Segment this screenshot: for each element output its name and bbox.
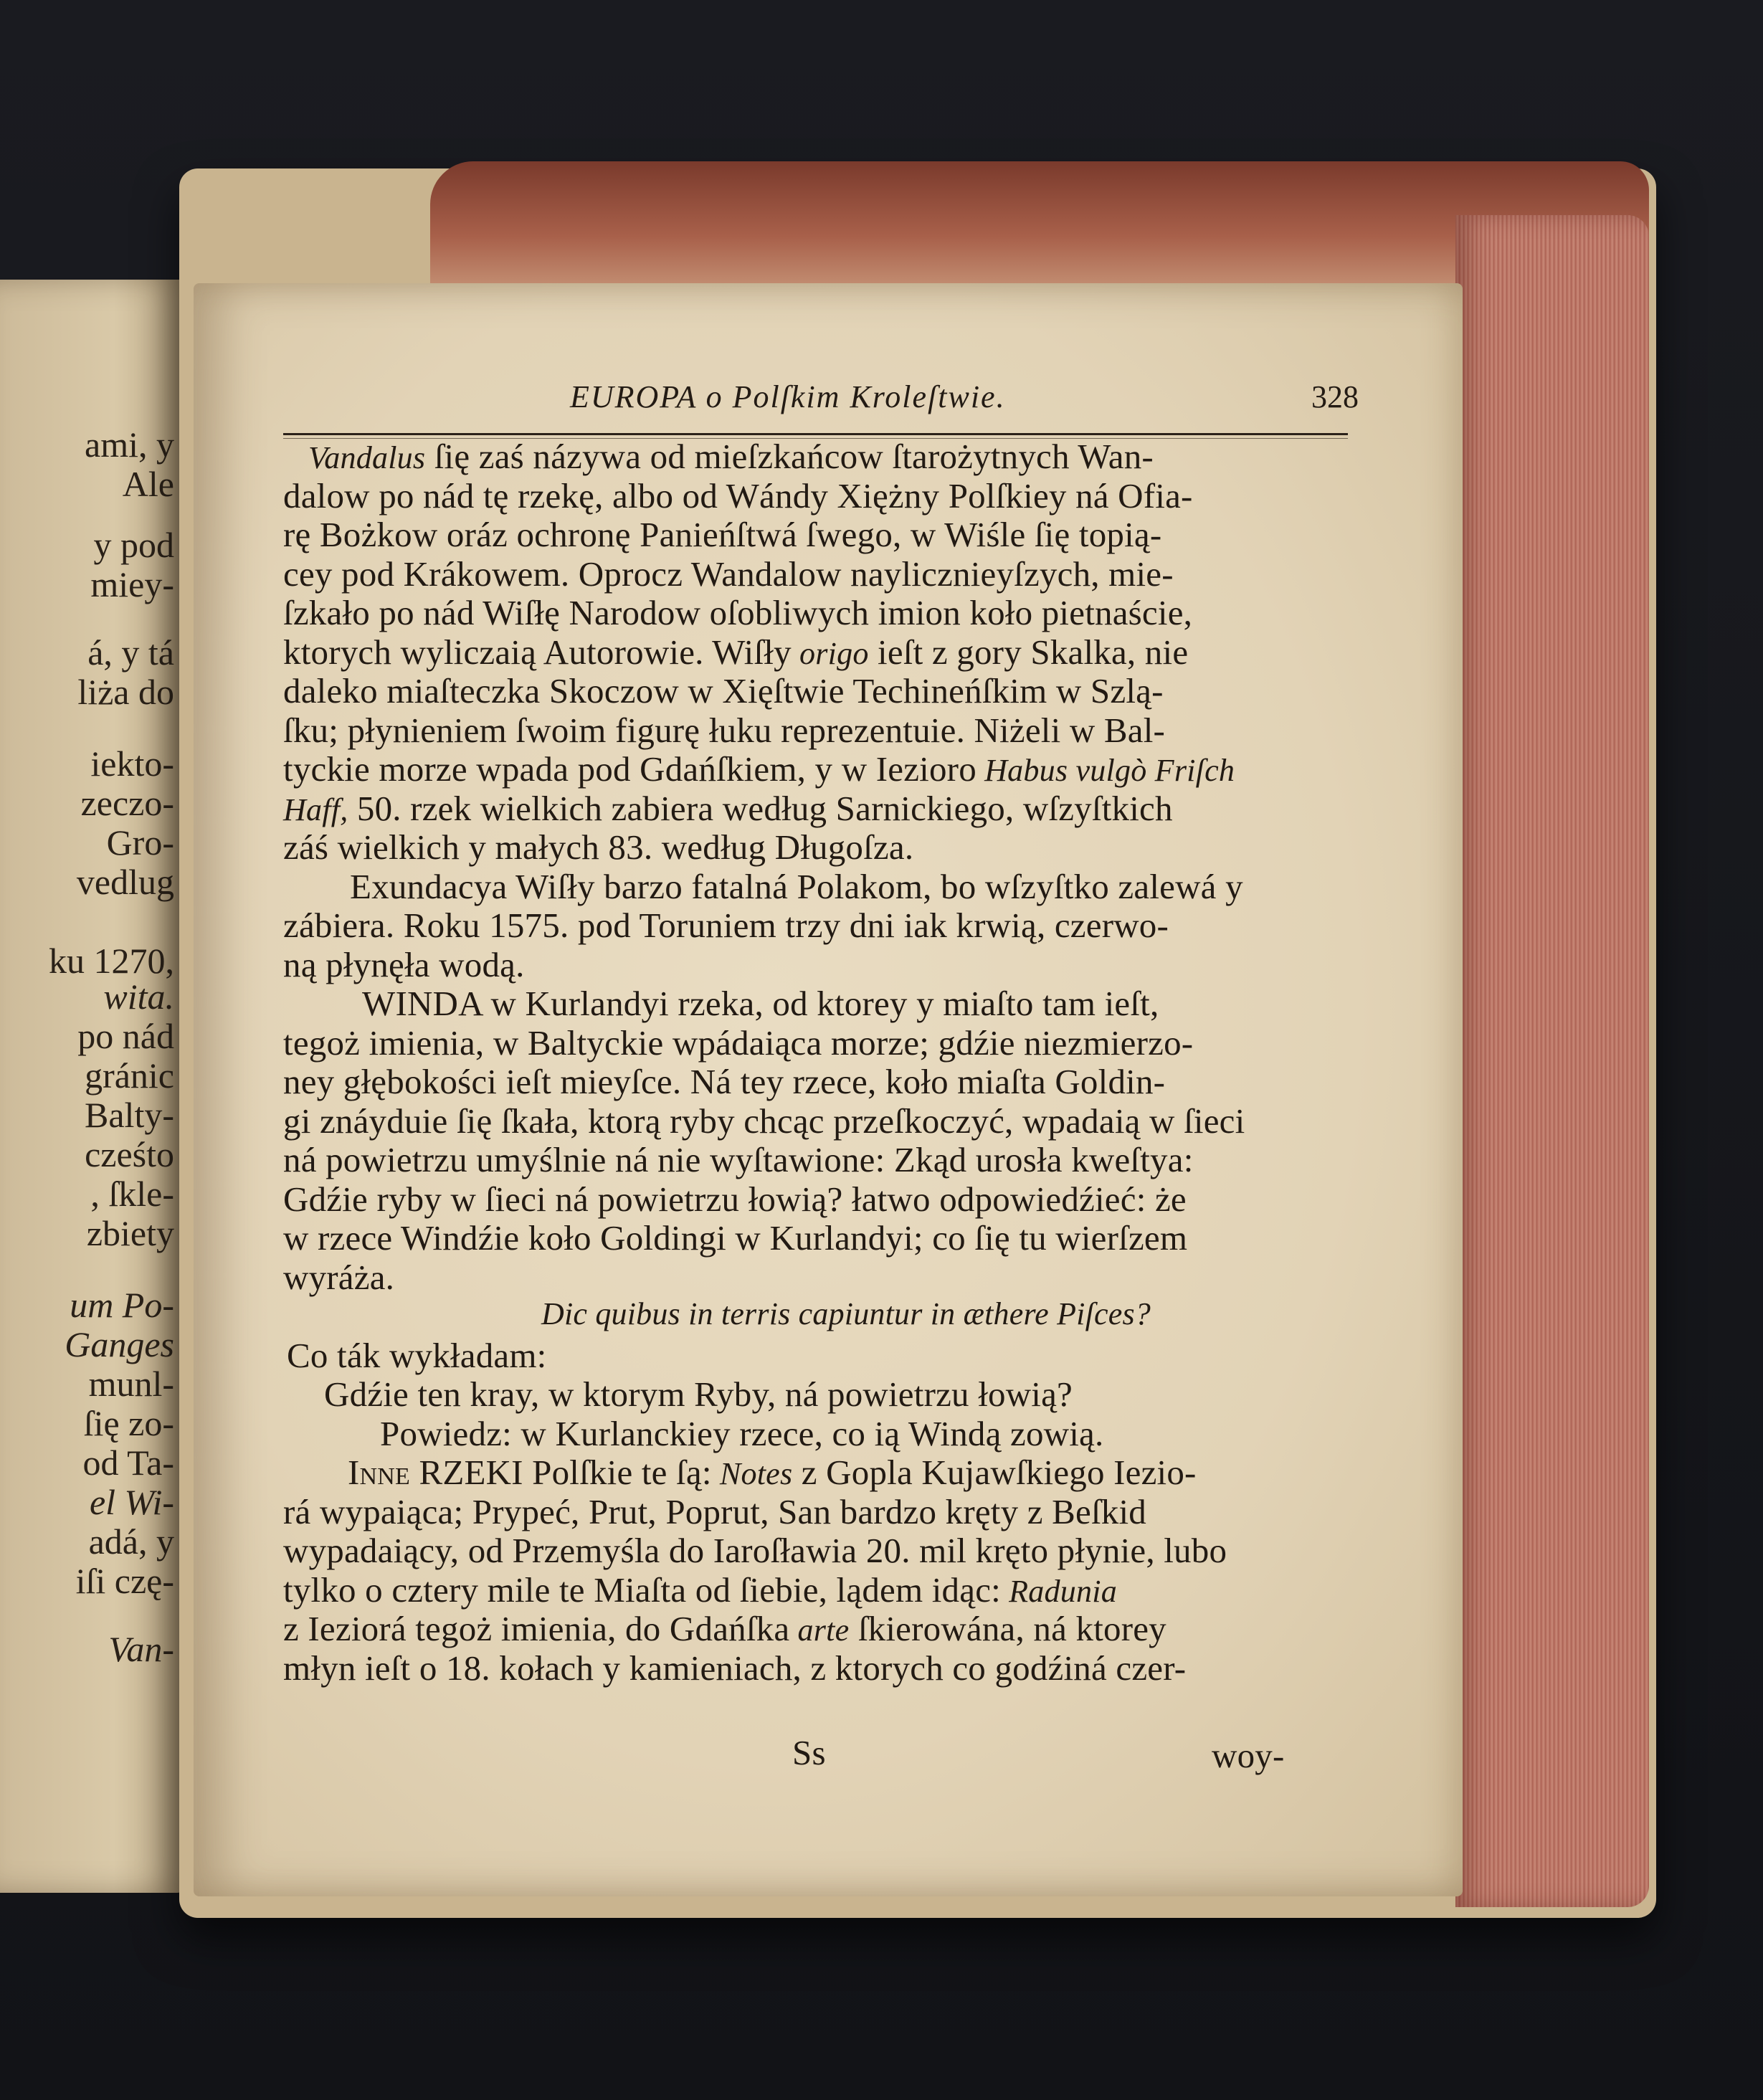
text-line <box>283 1611 1166 1646</box>
left-page-line: wita. <box>103 977 174 1017</box>
line-text: Inne RZEKI Polſkie te ſą: <box>348 1453 712 1492</box>
left-page-line: po nád <box>77 1016 174 1056</box>
left-page-line: zbiety <box>86 1213 174 1253</box>
line-text: gi znáyduie ſię ſkała, ktorą ryby chcąc przeſkoczyć, wpadaią w ſieci <box>283 1101 1245 1141</box>
text-line <box>380 1413 1104 1453</box>
line-text: záś wielkich y małych 83. według Długoſza. <box>283 827 914 867</box>
left-page-line: od Ta- <box>82 1443 174 1483</box>
text-line <box>283 671 1164 711</box>
left-page-line: Van- <box>108 1629 174 1669</box>
text-line <box>362 986 1159 1021</box>
text-line <box>283 1650 1186 1686</box>
text-line <box>283 1022 1194 1063</box>
left-page-line: el Wi- <box>89 1482 174 1522</box>
running-header <box>283 379 1359 422</box>
text-line <box>283 1103 1245 1139</box>
line-text: 50. rzek wielkich zabiera według Sarnickiego, wſzyſtkich <box>348 788 1173 828</box>
text-line <box>287 1335 547 1375</box>
text-line <box>283 751 1235 787</box>
line-text: rá wypaiąca; Prypeć, Prut, Poprut, San bardzo kręty z Beſkid <box>283 1491 1147 1531</box>
text-line <box>283 595 1192 630</box>
line-text: z Ieziorá tegoż imienia, do Gdańſka <box>283 1609 790 1648</box>
left-page-line: Ganges <box>65 1324 174 1364</box>
text-line <box>283 827 914 867</box>
line-text: daleko miaſteczka Skoczow w Xięſtwie Techineńſkim w Szlą- <box>283 671 1164 711</box>
text-line <box>308 439 1154 474</box>
text-line <box>283 1179 1187 1219</box>
line-text-cont: z Gopla Kujawſkiego Iezio- <box>792 1453 1197 1492</box>
text-line <box>324 1374 1073 1414</box>
line-text-cont: ſkierowána, ná ktorey <box>849 1609 1166 1648</box>
italic-term: Habus vulgò Friſch <box>976 753 1235 788</box>
text-line <box>283 1569 1117 1610</box>
left-page-line: um Po- <box>70 1285 174 1325</box>
left-page <box>0 280 190 1893</box>
line-text: ney głębokości ieſt mieyſce. Ná tey rzece, koło miaſta Goldin- <box>283 1062 1166 1101</box>
left-page-line: miey- <box>90 564 174 604</box>
catchword: woy- <box>1212 1736 1285 1775</box>
left-page-line: á, y tá <box>87 632 174 673</box>
text-line <box>350 866 1243 906</box>
left-page-line: zeczo- <box>80 783 174 823</box>
line-text: Gdźie ryby w ſieci ná powietrzu łowią? łatwo odpowiedźieć: że <box>283 1179 1187 1219</box>
text-line <box>283 1064 1165 1099</box>
left-page-line: ku 1270, <box>49 941 174 981</box>
text-line <box>283 1142 1194 1177</box>
line-text: zábiera. Roku 1575. pod Toruniem trzy dni iak krwią, czerwo- <box>283 906 1169 945</box>
running-title: EUROPA o Polſkim Kroleſtwie. <box>570 379 1006 414</box>
line-text: Co ták wykładam: <box>287 1335 547 1375</box>
page-number: 328 <box>1311 379 1359 414</box>
line-text: Powiedz: w Kurlanckiey rzece, co ią Windą zowią. <box>380 1413 1104 1453</box>
line-text-cont: ieſt z gory Skalka, nie <box>868 632 1189 672</box>
text-line <box>541 1298 1151 1330</box>
left-page-line: ſię zo- <box>83 1403 174 1443</box>
line-text: cey pod Krákowem. Oprocz Wandalow naylicznieyſzych, mie- <box>283 553 1174 594</box>
line-text: Exundacya Wiſły barzo fatalná Polakom, bo wſzyſtko zalewá y <box>350 866 1243 906</box>
italic-term: Radunia <box>1000 1573 1117 1609</box>
left-page-line: iekto- <box>90 743 174 784</box>
line-text: WINDA w Kurlandyi rzeka, od ktorey y miaſto tam ieſt, <box>362 984 1159 1023</box>
text-line <box>283 908 1169 943</box>
line-text: dalow po nád tę rzekę, albo od Wándy Xiężny Polſkiey ná Ofia- <box>283 475 1193 516</box>
line-text: Gdźie ten kray, w ktorym Ryby, ná powietrzu łowią? <box>324 1374 1073 1414</box>
left-page-line: ami, y <box>85 424 174 465</box>
left-page-line: iſi czę- <box>75 1561 174 1601</box>
left-page-line: , ſkle- <box>90 1174 174 1214</box>
left-page-line: munl- <box>88 1364 174 1404</box>
text-line <box>283 944 525 984</box>
italic-term: arte <box>789 1612 850 1648</box>
left-page-line: y pod <box>93 525 174 565</box>
line-text: ſię zaś názywa od mieſzkańcow ſtarożytnych Wan- <box>425 437 1154 476</box>
text-line <box>283 1218 1188 1258</box>
italic-term: Notes <box>711 1456 793 1491</box>
line-text: tegoż imienia, w Baltyckie wpádaiąca morze; gdźie niezmierzo- <box>283 1022 1194 1063</box>
line-text: młyn ieſt o 18. kołach y kamieniach, z ktorych co godźiná czer- <box>283 1648 1187 1688</box>
line-text: ną płynęła wodą. <box>283 944 525 984</box>
italic-term: origo <box>791 635 869 671</box>
text-line <box>283 1491 1147 1531</box>
line-text: rę Bożkow oráz ochronę Panieńſtwá ſwego, w Wiśle ſię topią- <box>283 515 1162 554</box>
left-page-line: liża do <box>77 672 174 712</box>
line-text: ná powietrzu umyślnie ná nie wyſtawione: Zkąd urosła kweſtya: <box>283 1140 1194 1179</box>
italic-term: Haff, <box>283 792 348 827</box>
line-text: wyráża. <box>283 1257 395 1297</box>
text-line <box>348 1455 1197 1490</box>
left-page-line: Ale <box>122 464 174 504</box>
text-line <box>283 788 1173 828</box>
left-page-line: Gro- <box>106 822 174 863</box>
signature-mark: Ss <box>792 1733 826 1772</box>
left-page-line: cześto <box>85 1134 174 1174</box>
line-text: w rzece Windźie koło Goldingi w Kurlandyi; co ſię tu wierſzem <box>283 1218 1188 1258</box>
line-text: ſzkało po nád Wiſłę Narodow oſobliwych imion koło pietnaście, <box>283 593 1193 632</box>
line-text: Dic quibus in terris capiuntur in æthere Piſces? <box>541 1296 1151 1331</box>
left-page-line: gránic <box>85 1055 174 1096</box>
text-line <box>283 553 1174 594</box>
text-line <box>283 632 1189 672</box>
line-text: tylko o cztery mile te Miaſta od ſiebie, lądem idąc: <box>283 1569 1001 1610</box>
line-text: ſku; płynieniem ſwoim figurę łuku reprezentuie. Niżeli w Bal- <box>283 710 1166 750</box>
italic-term: Vandalus <box>308 440 426 475</box>
left-page-line: vedlug <box>76 862 174 902</box>
text-line <box>283 1257 395 1297</box>
line-text: wypadaiący, od Przemyśla do Iaroſławia 20. mil kręto płynie, lubo <box>283 1531 1227 1570</box>
book-fore-edge <box>1455 215 1649 1907</box>
left-page-line: Balty- <box>85 1095 174 1135</box>
text-line <box>283 475 1193 516</box>
header-rule <box>283 433 1348 435</box>
text-line <box>283 517 1161 552</box>
text-line <box>283 1533 1227 1568</box>
text-line <box>283 710 1166 750</box>
line-text: ktorych wyliczaią Autorowie. Wiſły <box>283 632 792 672</box>
line-text: tyckie morze wpada pod Gdańſkiem, y w Iezioro <box>283 749 976 789</box>
left-page-line: adá, y <box>88 1521 174 1562</box>
